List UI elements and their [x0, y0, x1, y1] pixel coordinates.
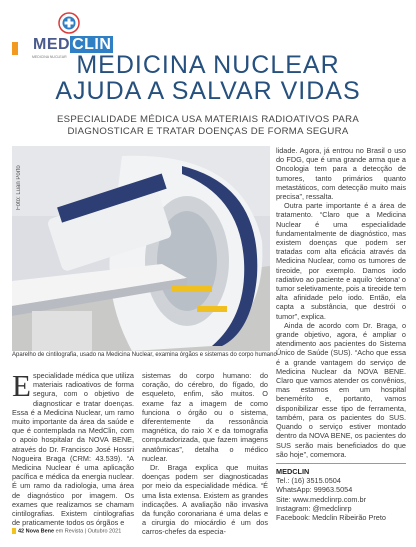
page-number: 42 [18, 528, 25, 535]
drop-cap: E [12, 368, 31, 403]
body-paragraph: Outra parte importante é a área de tratamento. “Claro que a Medicina Nuclear é uma especialidade fundamentalmente de diagnóstico, mas existem doenças que podem ser tratadas com alta eficácia através da Medicina Nuclear, como os tumores de tireoide, por exemplo. Damos iodo radiativo ao paciente e aquilo ‘detona’ o tumor seletivamente, pois a tireoide tem alta afinidade pelo iodo. Então, ela capta a substância, que destrói o tumor”, explica. [276, 201, 406, 321]
body-paragraph: lidade. Agora, já entrou no Brasil o uso do FDG, que é uma grande arma que a Oncologia tem para a detecção de tumores, tanto primários quanto metastáticos, com detecção muito mais precisa”, ressalta. [276, 146, 406, 202]
footer-brand: Nova Bene [25, 528, 55, 535]
body-paragraph: specialidade médica que utiliza materiais radioativos de forma segura, com o objetivo de diagnosticar e tratar doenças. Essa é a Medicina Nuclear, um ramo muito importante da área da saúde e que é contemplada na MedClin, com o apoio hospitalar da NOVA BENE, através do Dr. Francisco José Hossri Nogueira Braga (CRM: 43.539). “A Medicina Nuclear é uma aplicação pacífica e médica da energia nuclear. É um ramo da radiologia, uma área de diagnóstico por imagem. Os exames que realizamos se chamam cintilografias. Existem cintilografias de praticamente todos os órgãos e [12, 371, 134, 528]
footer-accent [12, 528, 16, 534]
contact-whatsapp: WhatsApp: 99963.5054 [276, 485, 353, 495]
footer-brand-suffix: em Revista [55, 528, 84, 535]
contact-box [276, 467, 406, 522]
body-paragraph: Ainda de acordo com Dr. Braga, o grande objetivo, agora, é ampliar o atendimento aos pacientes do Sistema Único de Saúde (SUS). “Acho que essa é a grande vantagem do serviço de Medicina Nuclear da NOVA BENE. Claro que vamos atender os convênios, mas estamos em um hospital beneméríto e, portanto, vamos disponibilizar esse tipo de ferramenta, também, para os pacientes do SUS. Quando o serviço estiver montado dentro da NOVA BENE, os pacientes do SUS serão mais beneficiados do que são hoje”, comemora. [276, 320, 406, 459]
contact-instagram: Instagram: @medclinrp [276, 503, 352, 513]
footer-separator: | [84, 528, 87, 535]
logo-wordmark: MED CLIN [33, 36, 112, 53]
body-column-middle [142, 371, 268, 537]
article-subtitle: ESPECIALIDADE MÉDICA USA MATERIAIS RADIOATIVOS PARA DIAGNOSTICAR E TRATAR DOENÇAS DE FORMA SEGURA [56, 114, 360, 137]
body-column-right [276, 146, 406, 459]
footer-date: Outubro 2021 [87, 528, 122, 535]
body-paragraph: sistemas do corpo humano: do coração, do cérebro, do fígado, do esqueleto, enfim, são muitos. O exame faz a imagem de como funciona o órgão ou o sistema, diferentemente da ressonância magnética, do raio X e da tomografia computadorizada, que fazem imagens anatômicas”, detalha o médico nuclear. [142, 371, 268, 463]
body-column-left [12, 368, 134, 528]
contact-divider [276, 463, 406, 464]
photo-caption: Aparelho de cintilografia, usado na Medicina Nuclear, examina órgãos e sistemas do corpo humano [12, 352, 277, 358]
logo-tagline: MEDICINA NUCLEAR [32, 55, 67, 59]
contact-site: Site: www.medclinrp.com.br [276, 494, 367, 504]
photo-credit: Foto: Luan Porto [16, 165, 22, 210]
page-footer [12, 528, 121, 534]
article-title-line1: MEDICINA NUCLEAR [76, 51, 340, 79]
article-title-line2: AJUDA A SALVAR VIDAS [55, 77, 361, 105]
contact-tel: Tel.: (16) 3515.0504 [276, 476, 341, 486]
article-photo [12, 146, 270, 351]
contact-name: MEDCLIN [276, 467, 310, 476]
contact-facebook: Facebook: Medclin Ribeirão Preto [276, 513, 386, 523]
logo-icon [58, 12, 80, 34]
body-paragraph: Dr. Braga explica que muitas doenças podem ser diagnosticadas por meio da especialidade médica. “É uma lista extensa. Existem as grandes indicações. A avaliação não invasiva da função coronariana é uma delas e a cirurgia do miocárdio é um dos carros-chefes da especia- [142, 463, 268, 537]
